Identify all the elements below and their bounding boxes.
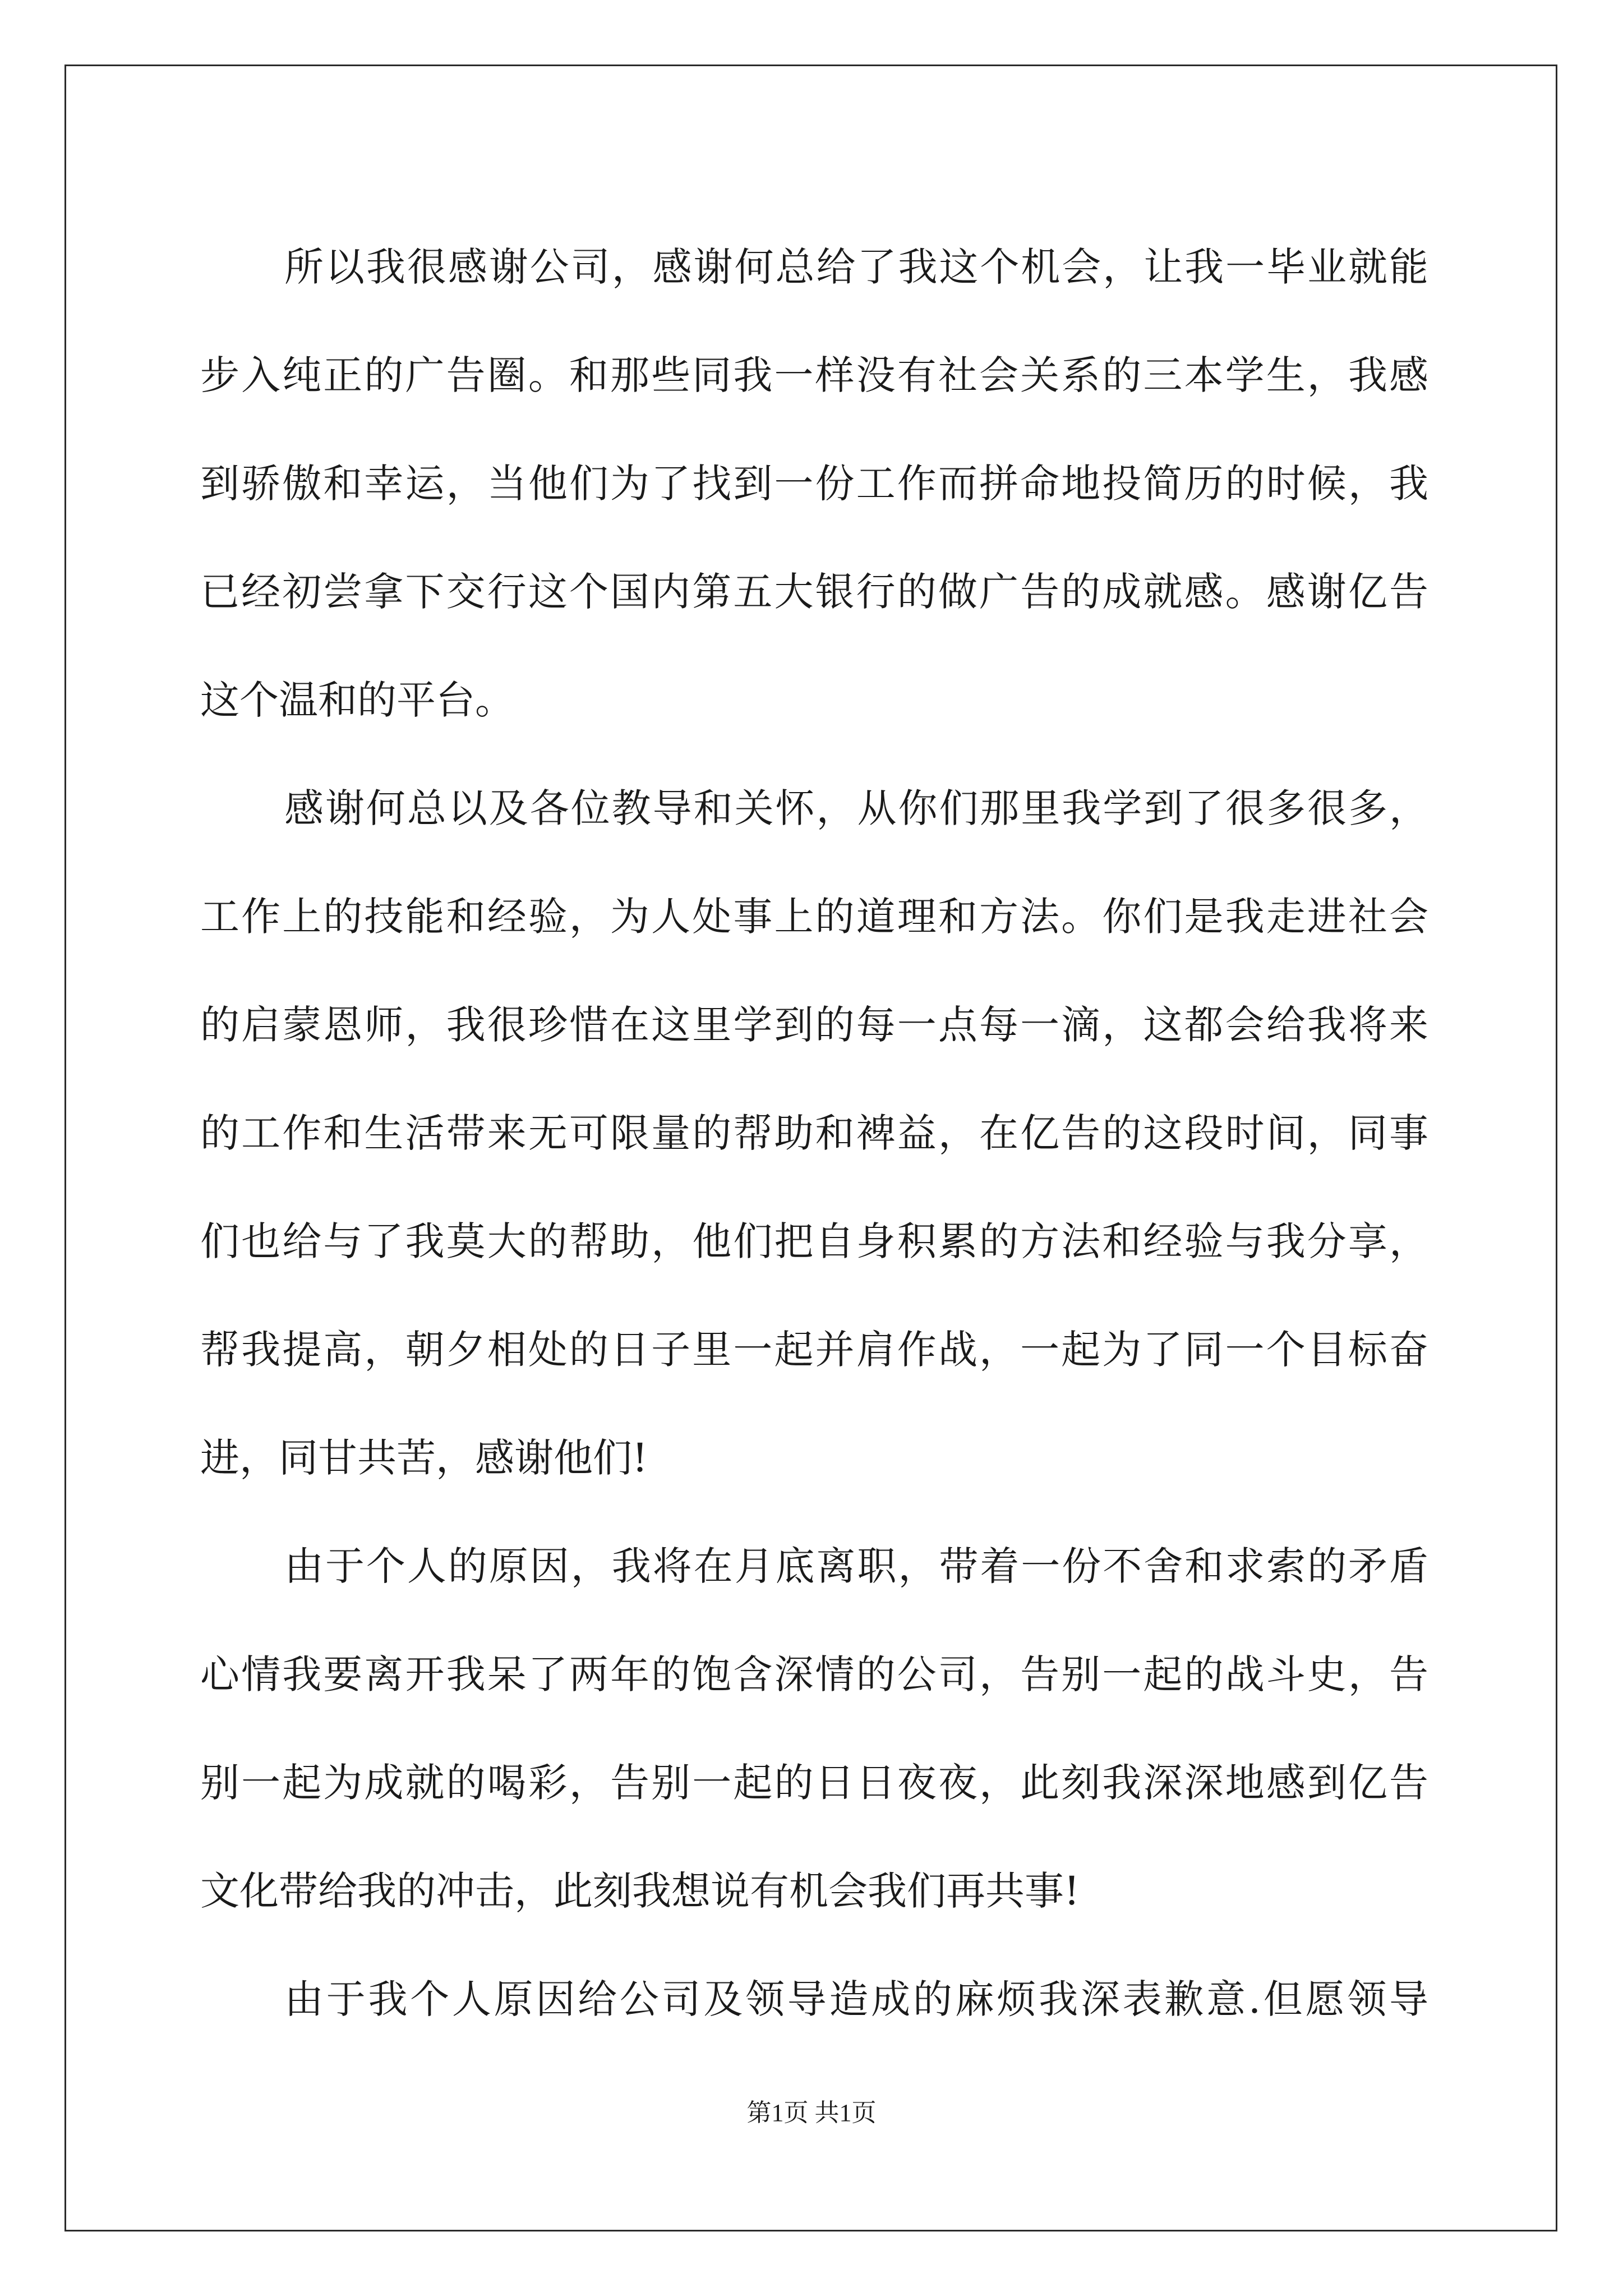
text-line: 文化带给我的冲击，此刻我想说有机会我们再共事! bbox=[200, 1868, 1080, 1914]
text-line: 的启蒙恩师，我很珍惜在这里学到的每一点每一滴，这都会给我将来 bbox=[200, 1002, 1428, 1048]
text-line: 步入纯正的广告圈。和那些同我一样没有社会关系的三本学生，我感 bbox=[200, 352, 1428, 398]
text-line: 所以我很感谢公司，感谢何总给了我这个机会，让我一毕业就能 bbox=[284, 244, 1428, 290]
text-line: 这个温和的平台。 bbox=[200, 677, 514, 723]
text-line: 进，同甘共苦，感谢他们! bbox=[200, 1435, 648, 1481]
document-body bbox=[200, 213, 1428, 2054]
page-footer: 第1页 共1页 bbox=[746, 2099, 877, 2127]
text-line: 们也给与了我莫大的帮助，他们把自身积累的方法和经验与我分享， bbox=[200, 1218, 1428, 1264]
text-line: 工作上的技能和经验，为人处事上的道理和方法。你们是我走进社会 bbox=[200, 894, 1428, 940]
text-line: 感谢何总以及各位教导和关怀，从你们那里我学到了很多很多， bbox=[284, 785, 1428, 831]
text-line: 已经初尝拿下交行这个国内第五大银行的做广告的成就感。感谢亿告 bbox=[200, 569, 1428, 615]
text-line: 的工作和生活带来无可限量的帮助和裨益，在亿告的这段时间，同事 bbox=[200, 1110, 1428, 1156]
text-line: 别一起为成就的喝彩，告别一起的日日夜夜，此刻我深深地感到亿告 bbox=[200, 1760, 1428, 1806]
text-line: 心情我要离开我呆了两年的饱含深情的公司，告别一起的战斗史，告 bbox=[200, 1651, 1428, 1697]
text-line: 由于我个人原因给公司及领导造成的麻烦我深表歉意.但愿领导 bbox=[284, 1976, 1428, 2022]
text-line: 到骄傲和幸运，当他们为了找到一份工作而拼命地投简历的时候，我 bbox=[200, 461, 1428, 507]
text-line: 由于个人的原因，我将在月底离职，带着一份不舍和求索的矛盾 bbox=[284, 1543, 1428, 1589]
text-line: 帮我提高，朝夕相处的日子里一起并肩作战，一起为了同一个目标奋 bbox=[200, 1327, 1428, 1373]
